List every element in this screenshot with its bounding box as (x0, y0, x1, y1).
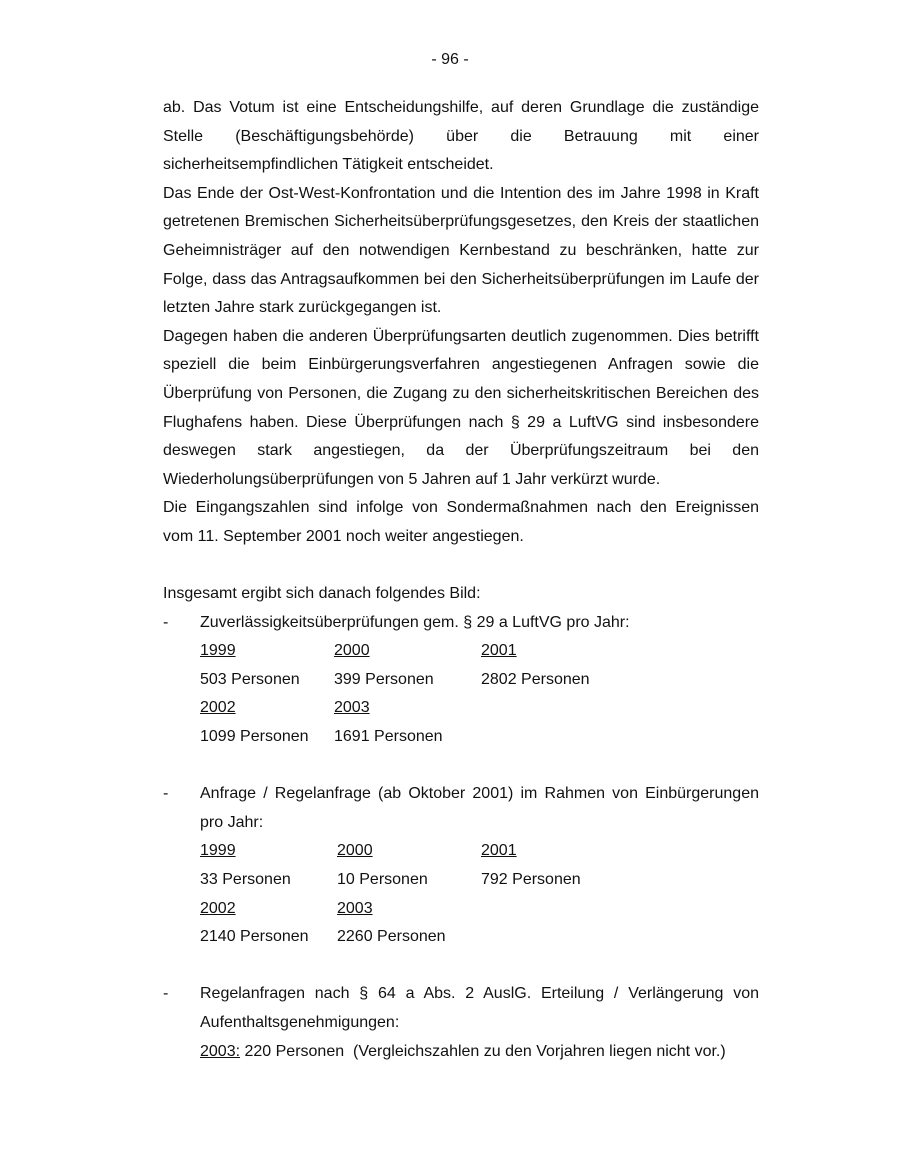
list-dash: - (163, 785, 169, 803)
count-value: 399 Personen (334, 670, 434, 688)
count-value: 10 Personen (337, 871, 428, 889)
list-item-einbuergerung (163, 780, 759, 952)
document-body (163, 94, 759, 1066)
paragraph: Die Eingangszahlen sind infolge von Sondermaßnahmen nach den Ereignissen vom 11. September 2001 noch weiter angestiegen. (163, 499, 759, 545)
value-row (200, 923, 759, 952)
year-label: 2002 (200, 699, 236, 717)
blank-line (163, 552, 759, 581)
count-value: 2802 Personen (481, 670, 590, 688)
paragraph: Dagegen haben die anderen Überprüfungsarten deutlich zugenommen. Dies betrifft speziell die beim Einbürgerungsverfahren angestiegenen Anfragen sowie die Überprüfung von Personen, die Zugang zu den sicherheitskritischen Bereichen des Flughafens haben. Diese Überprüfungen nach § 29 a LuftVG sind insbesondere deswegen stark angestiegen, da der Überprüfungszeitraum bei den Wiederholungsüberprüfungen von 5 Jahren auf 1 Jahr verkürzt wurde. (163, 327, 759, 488)
year-label: 1999 (200, 842, 236, 860)
year-label: 2001 (481, 842, 517, 860)
value-row (200, 723, 759, 752)
count-value: 792 Personen (481, 871, 581, 889)
list-item-text: Zuverlässigkeitsüberprüfungen gem. § 29 a LuftVG pro Jahr: (200, 613, 630, 631)
count-value: 2260 Personen (337, 928, 446, 946)
year-row (200, 895, 759, 924)
paragraph: Das Ende der Ost-West-Konfrontation und die Intention des im Jahre 1998 in Kraft getretenen Bremischen Sicherheitsüberprüfungsgesetzes, den Kreis der staatlichen Geheimnisträger auf den notwendigen Kernbestand zu beschränken, hatte zur Folge, dass das Antragsaufkommen bei den Sicherheitsüberprüfungen im Laufe der letzten Jahre stark zurückgegangen ist. (163, 184, 759, 317)
count-value: 1691 Personen (334, 728, 443, 746)
auslg-count-line (200, 1038, 759, 1067)
list-item-auslg (163, 980, 759, 1066)
list-item-text: Regelanfragen nach § 64 a Abs. 2 AuslG. Erteilung / Verlängerung von Aufenthaltsgenehmigungen: (200, 985, 759, 1031)
year-label: 2002 (200, 899, 236, 917)
count-value: 1099 Personen (200, 728, 309, 746)
year-label: 2000 (334, 642, 370, 660)
list-dash: - (163, 985, 169, 1003)
list-item-text: Anfrage / Regelanfrage (ab Oktober 2001) im Rahmen von Einbürgerungen pro Jahr: (200, 785, 759, 831)
blank-line (163, 752, 759, 781)
list-item-luftvg (163, 609, 759, 752)
year-label: 1999 (200, 642, 236, 660)
year-row (200, 637, 759, 666)
year-row (200, 694, 759, 723)
page-number: - 96 - (431, 51, 469, 68)
year-row (200, 837, 759, 866)
summary-intro: Insgesamt ergibt sich danach folgendes Bild: (163, 585, 481, 603)
year-label: 2001 (481, 642, 517, 660)
year-label: 2003 (337, 899, 373, 917)
count-value: 503 Personen (200, 670, 300, 688)
count-value: 33 Personen (200, 871, 291, 889)
count-value: 2140 Personen (200, 928, 309, 946)
list-dash: - (163, 613, 169, 631)
count-value: 220 Personen (Vergleichszahlen zu den Vorjahren liegen nicht vor.) (240, 1042, 726, 1060)
value-row (200, 666, 759, 695)
year-label: 2003: (200, 1042, 241, 1060)
value-row (200, 866, 759, 895)
paragraph: ab. Das Votum ist eine Entscheidungshilfe, auf deren Grundlage die zuständige Stelle (Beschäftigungsbehörde) über die Betrauung mit einer sicherheitsempfindlichen Tätigkeit entscheidet. (163, 99, 759, 174)
year-label: 2003 (334, 699, 370, 717)
year-label: 2000 (337, 842, 373, 860)
blank-line (163, 952, 759, 981)
